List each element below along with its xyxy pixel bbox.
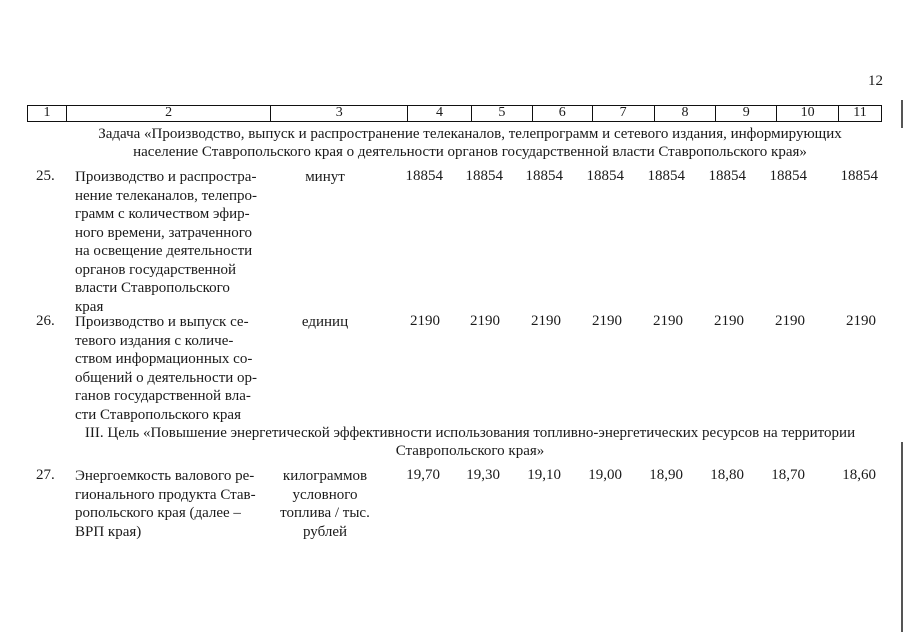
- text-line: сти Ставропольского края: [75, 406, 241, 423]
- unit-line: минут: [305, 169, 345, 185]
- header-col-5: 5: [472, 106, 533, 121]
- row-27-unit: [272, 467, 378, 541]
- row-27-value-col-9: 18,80: [710, 467, 744, 483]
- row-27-description: [75, 467, 267, 541]
- row-25-description: [75, 168, 267, 316]
- goal-heading-line-1: III. Цель «Повышение энергетической эффективности использования топливно-энергетических ресурсов на территории: [84, 425, 856, 441]
- row-25-value-col-4: 18854: [405, 168, 443, 184]
- unit-line: килограммов: [282, 468, 368, 484]
- unit-line: топлива / тыс.: [280, 505, 370, 521]
- page-number: 12: [868, 73, 883, 89]
- row-26-value-col-4: 2190: [410, 313, 440, 329]
- scan-edge-mark: [901, 100, 903, 128]
- header-col-3: 3: [271, 106, 408, 121]
- header-col-7: 7: [593, 106, 655, 121]
- header-col-9: 9: [716, 106, 777, 121]
- row-26-value-col-9: 2190: [714, 313, 744, 329]
- header-col-4: 4: [408, 106, 472, 121]
- row-27-number: 27.: [36, 467, 55, 483]
- row-26-value-col-6: 2190: [531, 313, 561, 329]
- row-26-value-col-10: 2190: [775, 313, 805, 329]
- row-26-value-col-8: 2190: [653, 313, 683, 329]
- text-line: общений о деятельности ор-: [75, 369, 258, 386]
- header-col-2: 2: [67, 106, 272, 121]
- row-26-value-col-11: 2190: [846, 313, 876, 329]
- row-25-value-col-5: 18854: [465, 168, 503, 184]
- text-line: Производство и выпуск се-: [75, 314, 249, 330]
- task-heading-line-2: население Ставропольского края о деятельности органов государственной власти Ставропольского края»: [133, 144, 807, 160]
- row-27-value-col-11: 18,60: [842, 467, 876, 483]
- header-col-1: 1: [28, 106, 67, 121]
- unit-line: условного: [292, 486, 358, 503]
- text-line: ропольского края (далее –: [75, 505, 241, 521]
- row-26-description: [75, 313, 267, 424]
- row-25-unit: [272, 168, 378, 187]
- row-26-number: 26.: [36, 313, 55, 329]
- row-25-value-col-8: 18854: [647, 168, 685, 184]
- row-27-value-col-7: 19,00: [588, 467, 622, 483]
- text-line: органов государственной: [75, 261, 237, 278]
- row-27-value-col-6: 19,10: [527, 467, 561, 483]
- row-25-value-col-7: 18854: [586, 168, 624, 184]
- column-number-header: [27, 105, 882, 122]
- text-line: грамм с количеством эфир-: [75, 206, 250, 222]
- row-25-value-col-11: 18854: [840, 168, 878, 184]
- row-25-value-col-9: 18854: [708, 168, 746, 184]
- text-line: ством информационных со-: [75, 351, 253, 367]
- unit-line: единиц: [301, 314, 349, 330]
- text-line: края: [75, 298, 104, 315]
- task-heading: [60, 125, 880, 161]
- row-27-value-col-10: 18,70: [771, 467, 805, 483]
- header-col-11: 11: [853, 105, 867, 120]
- text-line: Энергоемкость валового ре-: [75, 468, 255, 484]
- goal-heading-line-2: Ставропольского края»: [395, 443, 545, 459]
- row-27-value-col-8: 18,90: [649, 467, 683, 483]
- row-27-value-col-4: 19,70: [406, 467, 440, 483]
- scan-edge-mark: [901, 442, 903, 632]
- text-line: гионального продукта Став-: [75, 486, 256, 503]
- header-col-8: 8: [655, 106, 717, 121]
- header-col-6: 6: [533, 106, 593, 121]
- text-line: тевого издания с количе-: [75, 332, 234, 349]
- row-26-value-col-7: 2190: [592, 313, 622, 329]
- text-line: на освещение деятельности: [75, 243, 253, 259]
- text-line: власти Ставропольского: [75, 280, 230, 296]
- row-27-value-col-5: 19,30: [466, 467, 500, 483]
- text-line: ганов государственной вла-: [75, 388, 251, 404]
- row-25-value-col-10: 18854: [769, 168, 807, 184]
- header-col-10: 10: [777, 106, 839, 121]
- unit-line: рублей: [302, 523, 348, 540]
- row-26-value-col-5: 2190: [470, 313, 500, 329]
- row-25-number: 25.: [36, 168, 55, 184]
- row-25-value-col-6: 18854: [525, 168, 563, 184]
- goal-heading: [60, 424, 880, 460]
- task-heading-line-1: Задача «Производство, выпуск и распространение телеканалов, телепрограмм и сетевого издания, информирующих: [98, 126, 842, 142]
- text-line: ного времени, затраченного: [75, 224, 253, 241]
- text-line: нение телеканалов, телепро-: [75, 187, 257, 204]
- text-line: Производство и распростра-: [75, 169, 257, 185]
- text-line: ВРП края): [75, 523, 142, 540]
- row-26-unit: [272, 313, 378, 332]
